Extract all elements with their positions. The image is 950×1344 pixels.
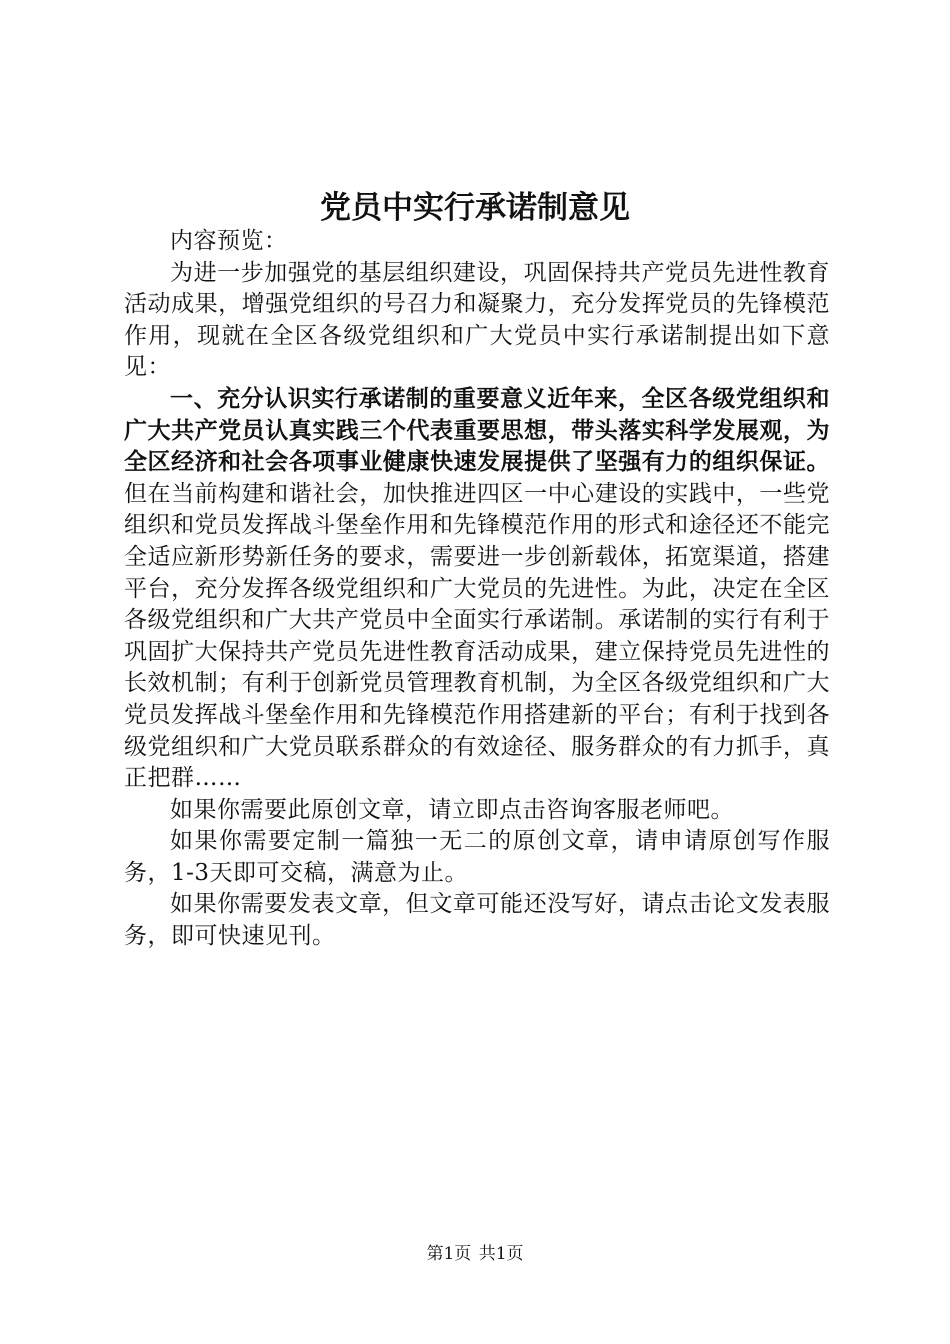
section-1-heading: 一、充分认识实行承诺制的重要意义近年来，全区各级党组织和广大共产党员认真实践三个代表重要思想，带头落实科学发展观，为全区经济和社会各项事业健康快速发展提供了坚强有力的组织保证。 <box>124 385 830 476</box>
document-body <box>124 226 830 953</box>
page-title: 党员中实行承诺制意见 <box>320 190 630 226</box>
intro-paragraph: 为进一步加强党的基层组织建设，巩固保持共产党员先进性教育活动成果，增强党组织的号召力和凝聚力，充分发挥党员的先锋模范作用，现就在全区各级党组织和广大党员中实行承诺制提出如下意见： <box>124 259 830 381</box>
page-footer: 第1页 共1页 <box>426 1244 524 1264</box>
custom-writing-notice[interactable]: 如果你需要定制一篇独一无二的原创文章，请申请原创写作服务，1-3天即可交稿，满意为止。 <box>124 828 830 886</box>
section-1-paragraph <box>124 384 830 795</box>
consult-notice[interactable]: 如果你需要此原创文章，请立即点击咨询客服老师吧。 <box>170 796 734 823</box>
publish-service-notice[interactable]: 如果你需要发表文章，但文章可能还没写好，请点击论文发表服务，即可快速见刊。 <box>124 891 830 950</box>
section-1-text: 但在当前构建和谐社会，加快推进四区一中心建设的实践中，一些党组织和党员发挥战斗堡垒作用和先锋模范作用的形式和途径还不能完全适应新形势新任务的要求，需要进一步创新载体，拓宽渠道，搭建平台，充分发挥各级党组织和广大党员的先进性。为此，决定在全区各级党组织和广大共产党员中全面实行承诺制。承诺制的实行有利于巩固扩大保持共产党员先进性教育活动成果，建立保持党员先进性的长效机制；有利于创新党员管理教育机制，为全区各级党组织和广大党员发挥战斗堡垒作用和先锋模范作用搭建新的平台；有利于找到各级党组织和广大党员联系群众的有效途径、服务群众的有力抓手，真正把群…… <box>124 480 830 792</box>
preview-label: 内容预览： <box>170 228 288 254</box>
